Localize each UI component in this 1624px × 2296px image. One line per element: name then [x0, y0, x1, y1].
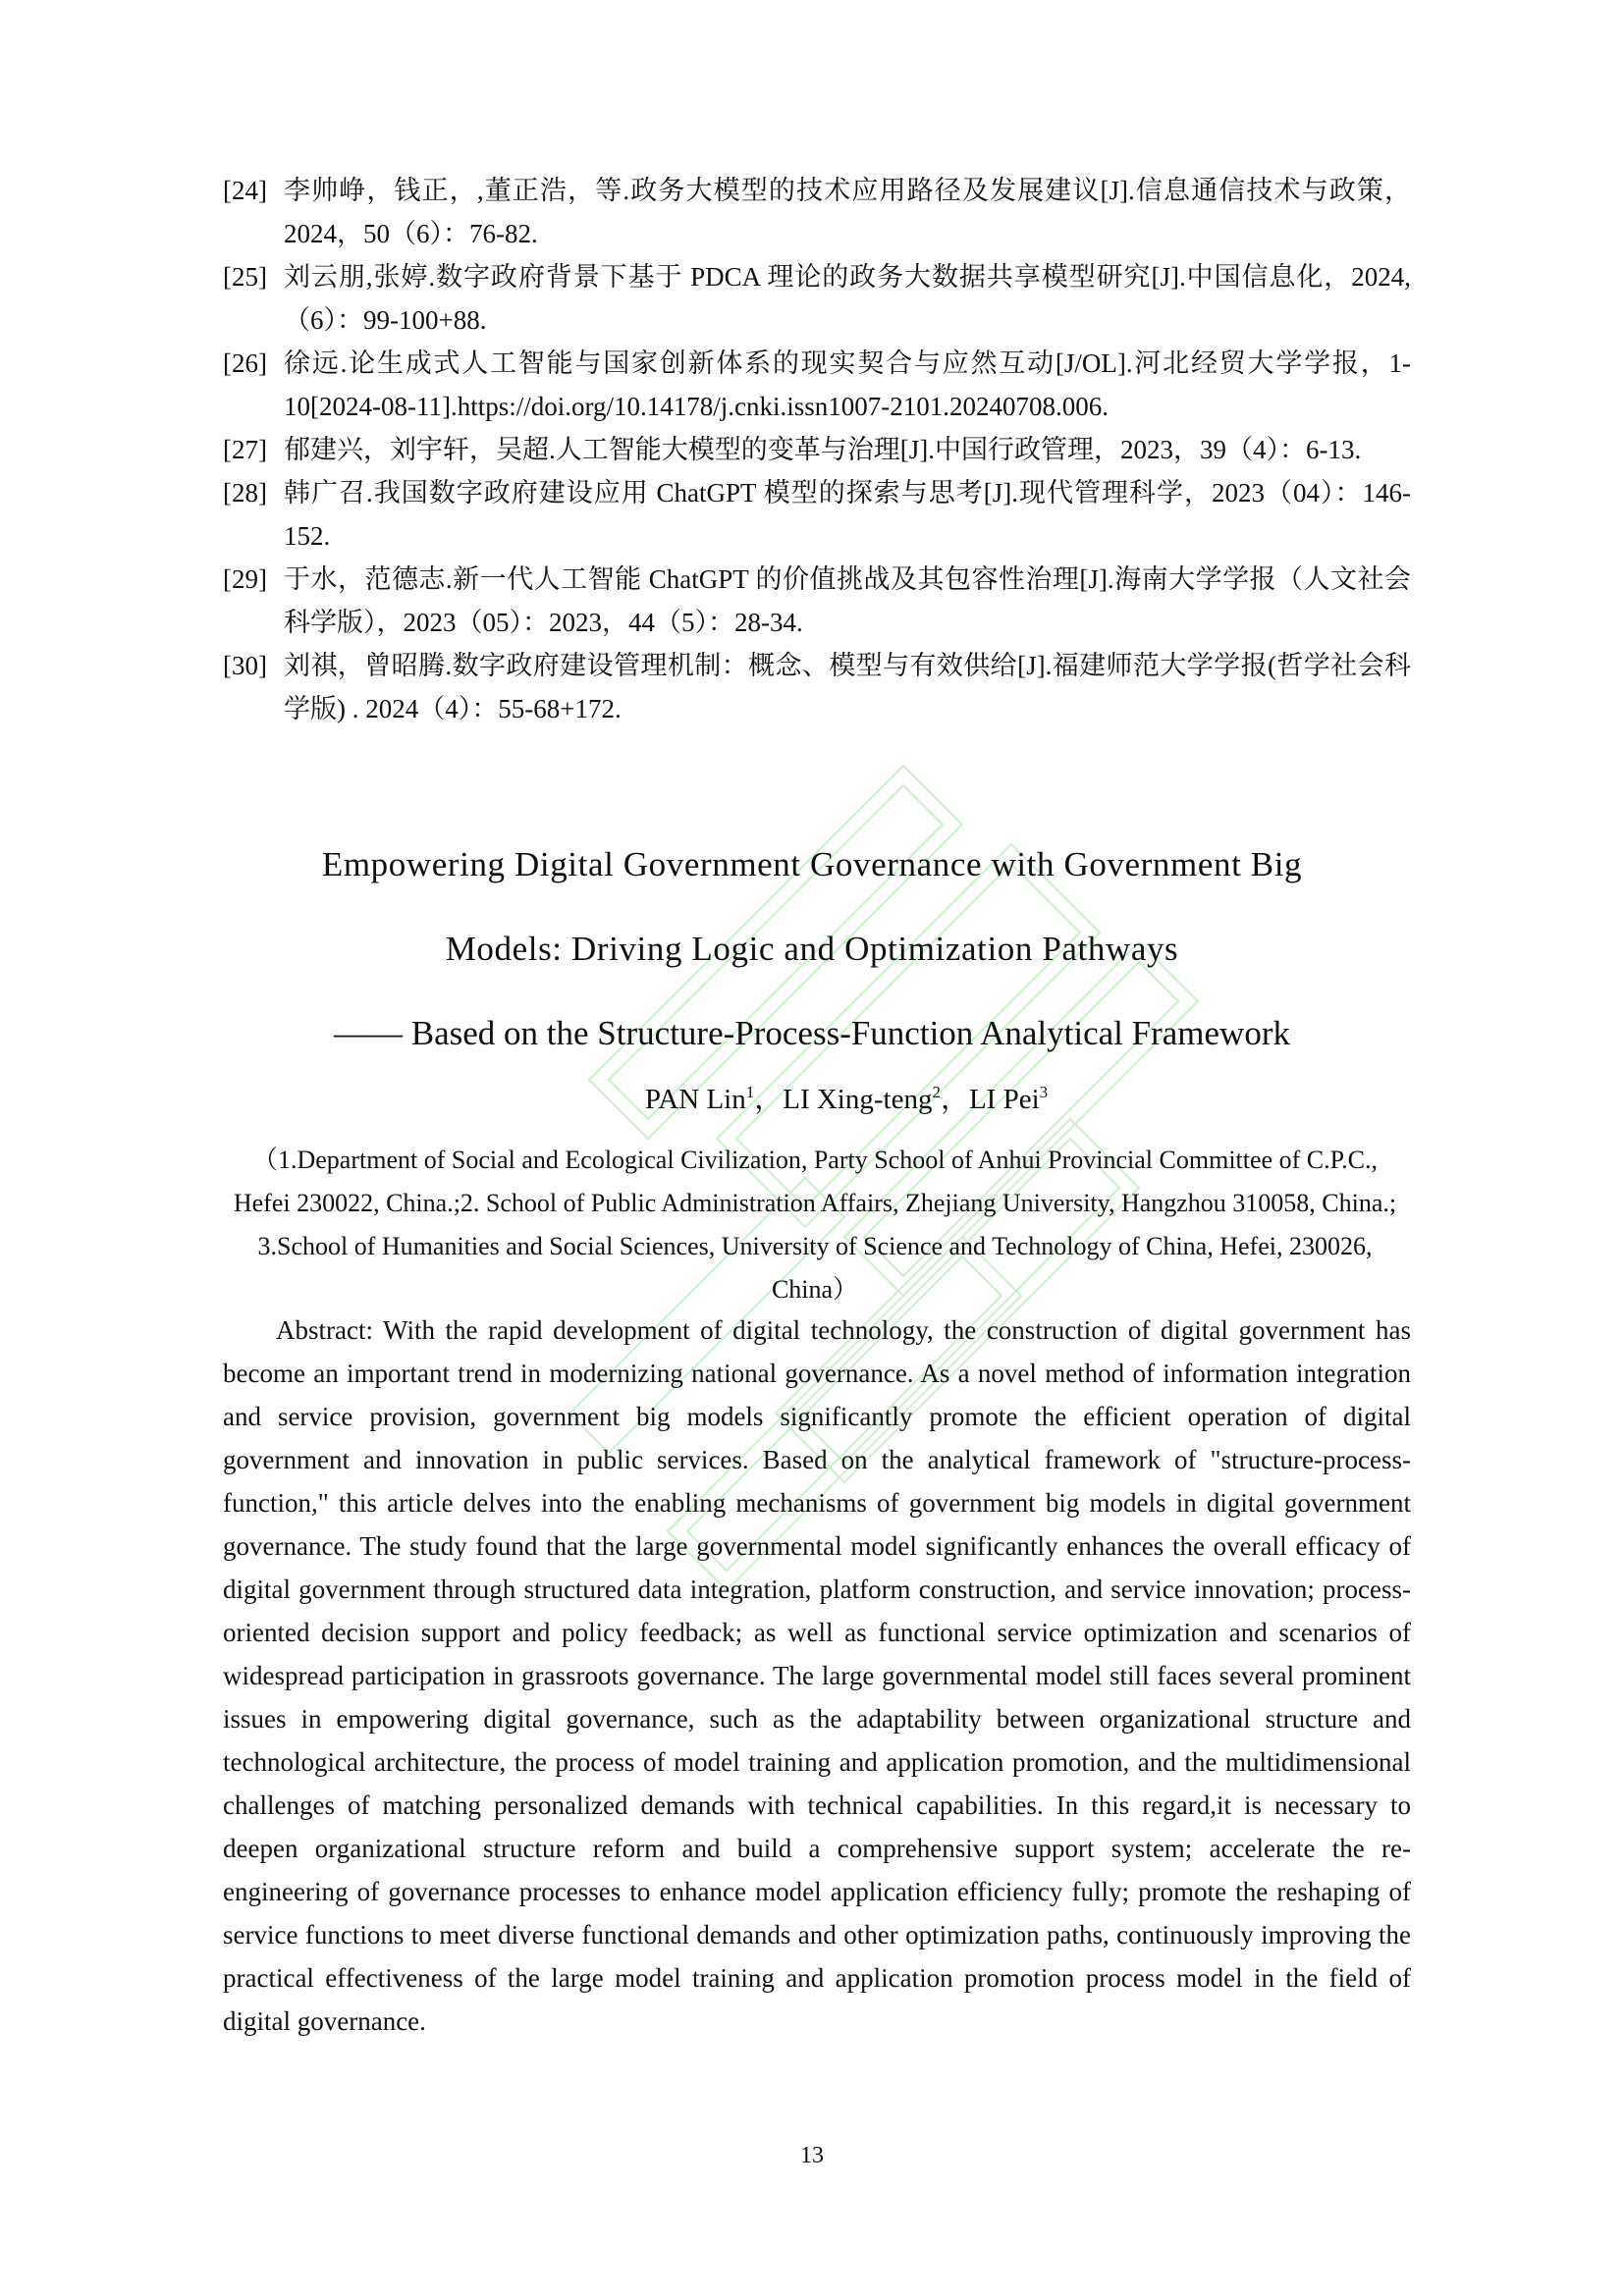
reference-item	[223, 471, 1411, 558]
author-name: LI Xing-teng	[783, 1084, 933, 1115]
author-affiliation-marker: 2	[932, 1083, 941, 1101]
english-title-block	[196, 823, 1428, 1076]
reference-text: 李帅峥，钱正，,董正浩，等.政务大模型的技术应用路径及发展建议[J].信息通信技术与政策，2024，50（6）：76-82.	[284, 176, 1411, 248]
reference-item	[223, 558, 1411, 644]
reference-item	[223, 169, 1411, 255]
reference-text: 于水，范德志.新一代人工智能 ChatGPT 的价值挑战及其包容性治理[J].海南大学学报（人文社会科学版），2023（05）：2023，44（5）：28-34.	[284, 564, 1411, 637]
reference-number: [30]	[223, 651, 267, 680]
reference-number: [24]	[223, 176, 267, 205]
abstract-paragraph: Abstract: With the rapid development of digital technology, the construction of digital government has become an important trend in modernizing national governance. As a novel method of information integration and service provision, government big models significantly promote the efficient operation of digital government and innovation in public services. Based on the analytical framework of "structure-process-function," this article delves into the enabling mechanisms of government big models in digital government governance. The study found that the large governmental model significantly enhances the overall efficacy of digital government through structured data integration, platform construction, and service innovation; process-oriented decision support and policy feedback; as well as functional service optimization and scenarios of widespread participation in grassroots governance. The large governmental model still faces several prominent issues in empowering digital governance, such as the adaptability between organizational structure and technological architecture, the process of model training and application promotion, and the multidimensional challenges of matching personalized demands with technical capabilities. In this regard,it is necessary to deepen organizational structure reform and build a comprehensive support system; accelerate the re-engineering of governance processes to enhance model application efficiency fully; promote the reshaping of service functions to meet diverse functional demands and other optimization paths, continuously improving the practical effectiveness of the large model training and application promotion process model in the field of digital governance.	[223, 1315, 1411, 2036]
reference-text: 韩广召.我国数字政府建设应用 ChatGPT 模型的探索与思考[J].现代管理科学，2023（04）：146-152.	[284, 478, 1411, 551]
author-affiliation-marker: 1	[745, 1083, 755, 1101]
author-affiliation-marker: 3	[1039, 1083, 1049, 1101]
author-name: PAN Lin	[644, 1084, 746, 1115]
reference-text: 郁建兴，刘宇轩，吴超.人工智能大模型的变革与治理[J].中国行政管理，2023，39（4）：6-13.	[284, 435, 1362, 464]
paper-title-line-1: Empowering Digital Government Governance with Government Big	[321, 845, 1303, 883]
reference-number: [27]	[223, 435, 267, 464]
reference-item	[223, 342, 1411, 428]
reference-item	[223, 428, 1411, 471]
author-separator: ，	[940, 1084, 969, 1115]
reference-number: [26]	[223, 348, 267, 378]
author-separator: ，	[754, 1084, 784, 1115]
paper-title-line-2: Models: Driving Logic and Optimization Pathways	[445, 930, 1179, 968]
reference-text: 刘云朋,张婷.数字政府背景下基于 PDCA 理论的政务大数据共享模型研究[J].中国信息化，2024,（6）：99-100+88.	[284, 262, 1411, 335]
reference-text: 徐远.论生成式人工智能与国家创新体系的现实契合与应然互动[J/OL].河北经贸大学学报，1-10[2024-08-11].https://doi.org/10.14178/j.cnki.issn1007-2101.20240708.006.	[284, 348, 1411, 421]
authors-line	[196, 1078, 1428, 1121]
reference-number: [28]	[223, 478, 267, 507]
author-name: LI Pei	[968, 1084, 1040, 1115]
affiliations: （1.Department of Social and Ecological Civilization, Party School of Anhui Provincial Committee of C.P.C., Hefei 230022, China.;2. School of Public Administration Affairs, Zhejiang University, Hangzhou 310058, China.; 3.School of Humanities and Social Sciences, University of Science and Technology of China, Hefei, 230026, China）	[233, 1146, 1397, 1304]
references-list	[223, 169, 1411, 730]
page-number: 13	[800, 2143, 824, 2168]
reference-number: [29]	[223, 564, 267, 594]
reference-text: 刘祺，曾昭腾.数字政府建设管理机制：概念、模型与有效供给[J].福建师范大学学报(哲学社会科学版) . 2024（4）：55-68+172.	[284, 651, 1411, 723]
reference-item	[223, 255, 1411, 342]
reference-item	[223, 644, 1411, 730]
reference-number: [25]	[223, 262, 267, 292]
paper-subtitle: —— Based on the Structure-Process-Function Analytical Framework	[334, 1014, 1290, 1052]
